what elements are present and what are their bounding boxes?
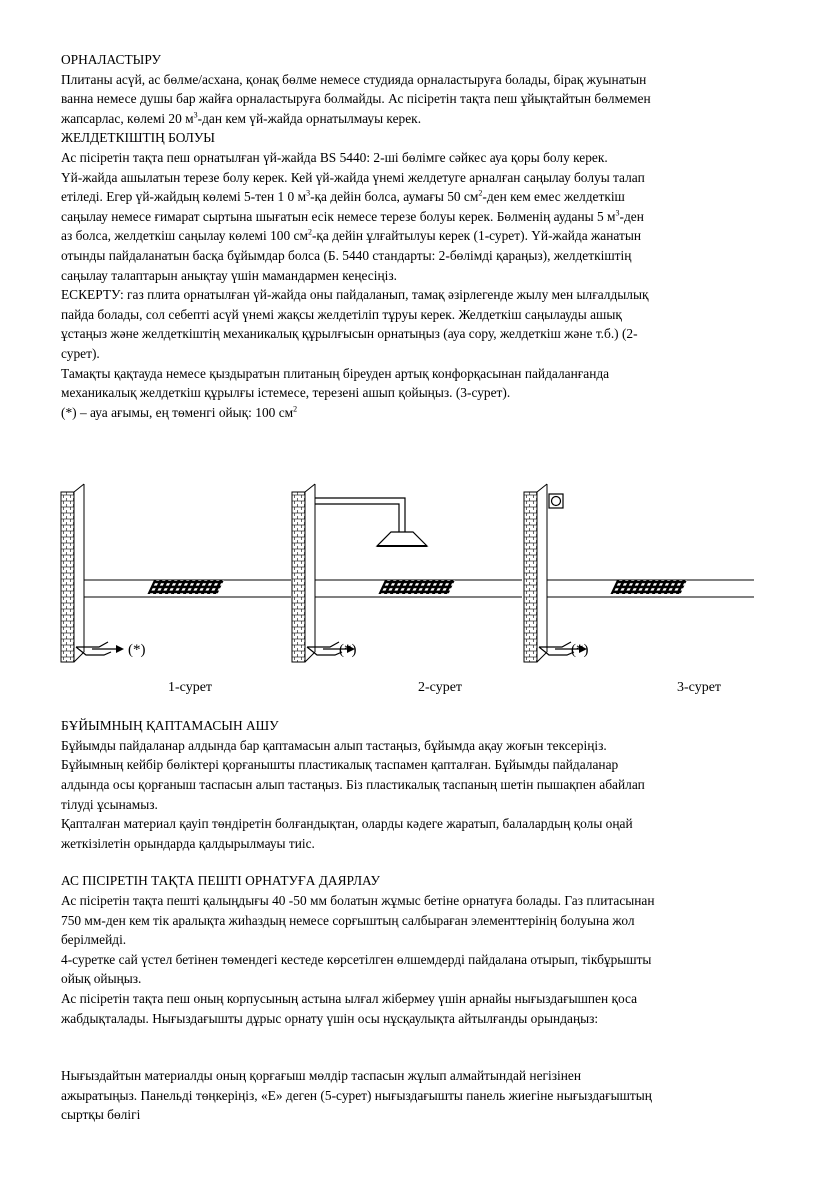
preparation-section [61, 871, 766, 1028]
preparation-line: 4-суретке сай үстел бетінен төмендегі кестеде көрсетілген өлшемдерді пайдалана отырып, тікбұрышты [61, 951, 652, 967]
preparation-line: ойық ойыңыз. [61, 971, 142, 987]
cooking-line: механикалық желдеткіш құрылғы істемесе, терезені ашып қойыңыз. (3-сурет). [61, 385, 511, 401]
placement-line: ванна немесе душы бар жайға орналастыруға болмайды. Ас пісіретін тақта пеш ұйықтайтын бөлмемен [61, 91, 651, 107]
preparation-heading: АС ПІСІРЕТІН ТАҚТА ПЕШТІ ОРНАТУҒА ДАЯРЛАУ [61, 873, 381, 889]
preparation-line: берілмейді. [61, 932, 127, 948]
ventilation-line: аз болса, желдеткіш саңылау көлемі 100 $см^2-қа$ дейін ұлғайтылуы керек (1-сурет). Үй-жайда жанатын [61, 227, 641, 244]
sealant-line: ажыратыңыз. Панельді төңкеріңіз, «Е» деген (5-сурет) нығыздағышты панель жиегіне нығыздағыштың [61, 1087, 652, 1103]
preparation-line: Ас пісіретін тақта пеш оның корпусының астына ылғал жібермеу үшін арнайы нығыздағышпен қоса [61, 991, 638, 1006]
ventilation-line: етіледі. Егер үй-жайдың көлемі 5-тен 1 0 $м^3-қа$ дейін болса, аумағы 50 $см^2$-ден кем емес желдеткіш [61, 188, 625, 205]
ventilation-line: саңылау талаптарын анықтау үшін мамандармен кеңесіңіз. [61, 267, 397, 283]
figure-2-drawing [292, 484, 522, 662]
unpacking-line: жеткізілетін орындарда қалдырылмауы тиіс. [61, 835, 315, 851]
note-line: пайда болады, сол себепті асүй үнемі жақсы желдетіліп тұруы керек. Желдеткіш саңылауды ашық [61, 306, 622, 322]
preparation-line: 750 мм-ден кем тік аралықта жиһаздың немесе сорғыштың салбыраған элементтерінің болуына жол [61, 912, 635, 928]
cooking-line: Тамақты қақтауда немесе қыздыратын плитаның біреуден артық конфорқасынан пайдаланғанда [61, 365, 610, 381]
unpacking-heading: БҰЙЫМНЫҢ ҚАПТАМАСЫН АШУ [61, 718, 279, 734]
figures-drawing [56, 462, 776, 677]
note-line: ЕСКЕРТУ: газ плита орнатылған үй-жайда оны пайдаланып, тамақ әзірлегенде жылу мен ылғалдылық [61, 287, 649, 303]
sealant-line: сыртқы бөлігі [61, 1107, 141, 1123]
sealant-section [61, 1066, 766, 1125]
figure-3-drawing [524, 484, 754, 662]
note-line: ұстаңыз және желдеткіштің механикалық құрылғысын орнатыңыз (ауа сору, желдеткіш және т.б.) (2- [61, 326, 638, 342]
document-page [61, 50, 766, 1125]
figure-2-caption: 2-сурет [418, 680, 463, 696]
figure-3-caption: 3-сурет [677, 680, 722, 696]
airflow-footnote: (*) – ауа ағымы, ең төменгі ойық: 100 $см^2$ [61, 404, 298, 420]
preparation-line: Ас пісіретін тақта пешті қалыңдығы 40 -50 мм болатын жұмыс бетіне орнатуға болады. Газ плитасынан [61, 893, 655, 909]
figure-1-caption: 1-сурет [168, 680, 213, 696]
unpacking-line: Бұйымды пайдаланар алдында бар қаптамасын алып тастаңыз, бұйымда ақау жоғын тексеріңіз. [61, 737, 607, 753]
ventilation-heading: ЖЕЛДЕТКІШТІҢ БОЛУЫ [61, 130, 215, 146]
sealant-line: Нығыздайтын материалды оның қорғағыш мөлдір таспасын жұлып алмайтындай негізінен [61, 1068, 582, 1084]
placement-heading: ОРНАЛАСТЫРУ [61, 52, 161, 67]
ventilation-line: саңылау немесе ғимарат сыртына шығатын есік немесе терезе болуы керек. Бөлменің ауданы 5 $м^3$-ден [61, 208, 644, 224]
ventilation-figures [61, 462, 766, 712]
unpacking-line: алдында осы қорғаныш таспасын алып тастаңыз. Біз пластикалық таспаның шетін пышақпен абайлап [61, 777, 645, 793]
note-line: сурет). [61, 345, 100, 361]
unpacking-line: Бұйымның кейбір бөліктері қорғанышты пластикалық таспамен қапталған. Бұйымды пайдаланар [61, 757, 619, 773]
airflow-marker-3: (*) [571, 642, 589, 659]
preparation-line: жабдықталады. Нығыздағышты дұрыс орнату үшін осы нұсқаулықта айтылғанды орындаңыз: [61, 1010, 599, 1026]
ventilation-line: Үй-жайда ашылатын терезе болу керек. Кей үй-жайда үнемі желдетуге арналған саңылау болуы талап [61, 169, 645, 185]
unpacking-line: Қапталған материал қауіп төндіретін болғандықтан, оларды кәдеге жаратып, балалардың қолы оңай [61, 816, 633, 832]
ventilation-line: отынды пайдаланатын басқа бұйымдар болса (Б. 5440 стандарты: 2-бөлімді қараңыз), желдеткіштің [61, 247, 632, 263]
airflow-marker-1: (*) [128, 642, 146, 659]
unpacking-section [61, 716, 766, 853]
placement-line: Плитаны асүй, ас бөлме/асхана, қонақ бөлме немесе студияда орналастыруға болады, бірақ жуынатын [61, 71, 647, 87]
unpacking-line: тілуді ұсынамыз. [61, 796, 158, 812]
airflow-marker-2: (*) [339, 642, 357, 659]
placement-line: жапсарлас, көлемі 20 $м^3$-дан кем үй-жайда орнатылмауы керек. [61, 110, 422, 126]
ventilation-line: Ас пісіретін тақта пеш орнатылған үй-жайда BS 5440: 2-ші бөлімге сәйкес ауа қоры болу керек. [61, 149, 608, 165]
figure-1-drawing [61, 484, 291, 662]
